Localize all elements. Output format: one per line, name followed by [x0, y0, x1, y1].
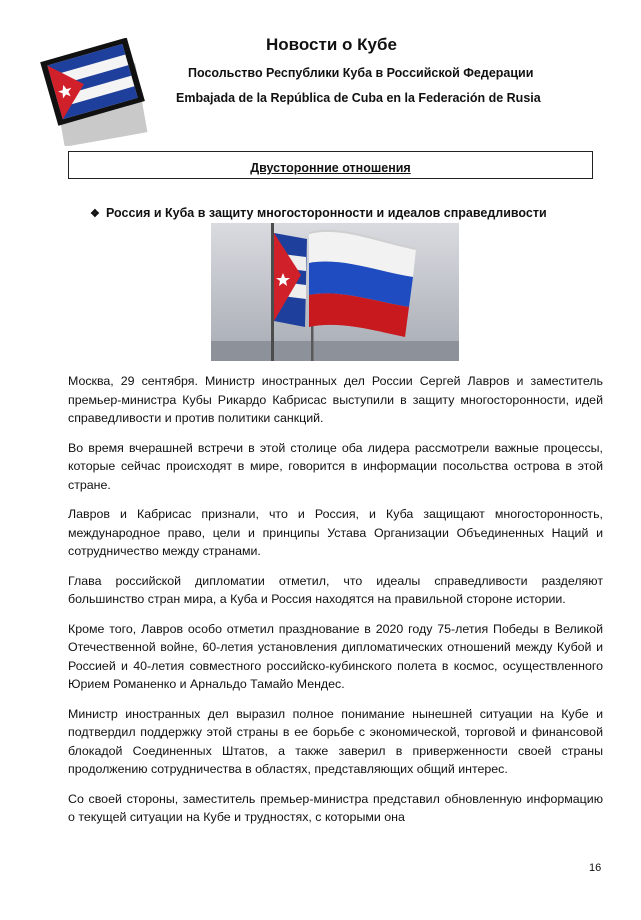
paragraph: Министр иностранных дел выразил полное понимание нынешней ситуации на Кубе и подтвердил поддержку этой страны в ее борьбе с экономической, торговой и финансовой блокадой Соединенных Штатов, а также заверил в приверженности своей страны продолжению сотрудничества в областях, представляющих общий интерес. — [68, 706, 603, 776]
cuba-russia-flags-photo — [211, 223, 459, 361]
embassy-name-es: Embajada de la República de Cuba en la Federación de Rusia — [176, 91, 541, 105]
paragraph: Со своей стороны, заместитель премьер-министра представил обновленную информацию о текущей ситуации на Кубе и трудностях, с которыми она — [68, 791, 603, 824]
paragraph: Глава российской дипломатии отметил, что идеалы справедливости разделяют большинство стран мира, а Куба и Россия находятся на правильной стороне истории. — [68, 573, 603, 606]
paragraph: Лавров и Кабрисас признали, что и Россия, и Куба защищают многосторонность, международное право, цели и принципы Устава Организации Объединенных Наций и сотрудничество между странами. — [68, 507, 603, 558]
embassy-name-ru: Посольство Республики Куба в Российской Федерации — [188, 66, 534, 80]
paragraph: Кроме того, Лавров особо отметил празднование в 2020 году 75-летия Победы в Великой Отечественной войне, 60-летия установления дипломатических отношений между Кубой и Россией и 40-летия совместного российско-кубинского полета в космос, осуществленного Юрием Романенко и Арнальдо Тамайо Мендес. — [68, 621, 603, 691]
page-title: Новости о Кубе — [266, 35, 397, 54]
page-number: 16 — [589, 862, 602, 874]
diamond-bullet-icon: ❖ — [90, 208, 100, 220]
section-header-box — [68, 151, 593, 179]
paragraph: Во время вчерашней встречи в этой столице оба лидера рассмотрели важные процессы, которые сейчас происходят в мире, говорится в информации посольства острова в этой стране. — [68, 440, 603, 492]
section-title: Двусторонние отношения — [250, 161, 411, 175]
cuba-flag-logo-icon — [40, 38, 158, 146]
article-headline: Россия и Куба в защиту многосторонности и идеалов справедливости — [106, 206, 547, 220]
article-headline-row — [90, 206, 547, 220]
article-body — [68, 372, 603, 838]
paragraph: Москва, 29 сентября. Министр иностранных дел России Сергей Лавров и заместитель премьер-министра Кубы Рикардо Кабрисас выступили в защиту многосторонности, идей справедливости и против политики санкций. — [68, 374, 603, 425]
